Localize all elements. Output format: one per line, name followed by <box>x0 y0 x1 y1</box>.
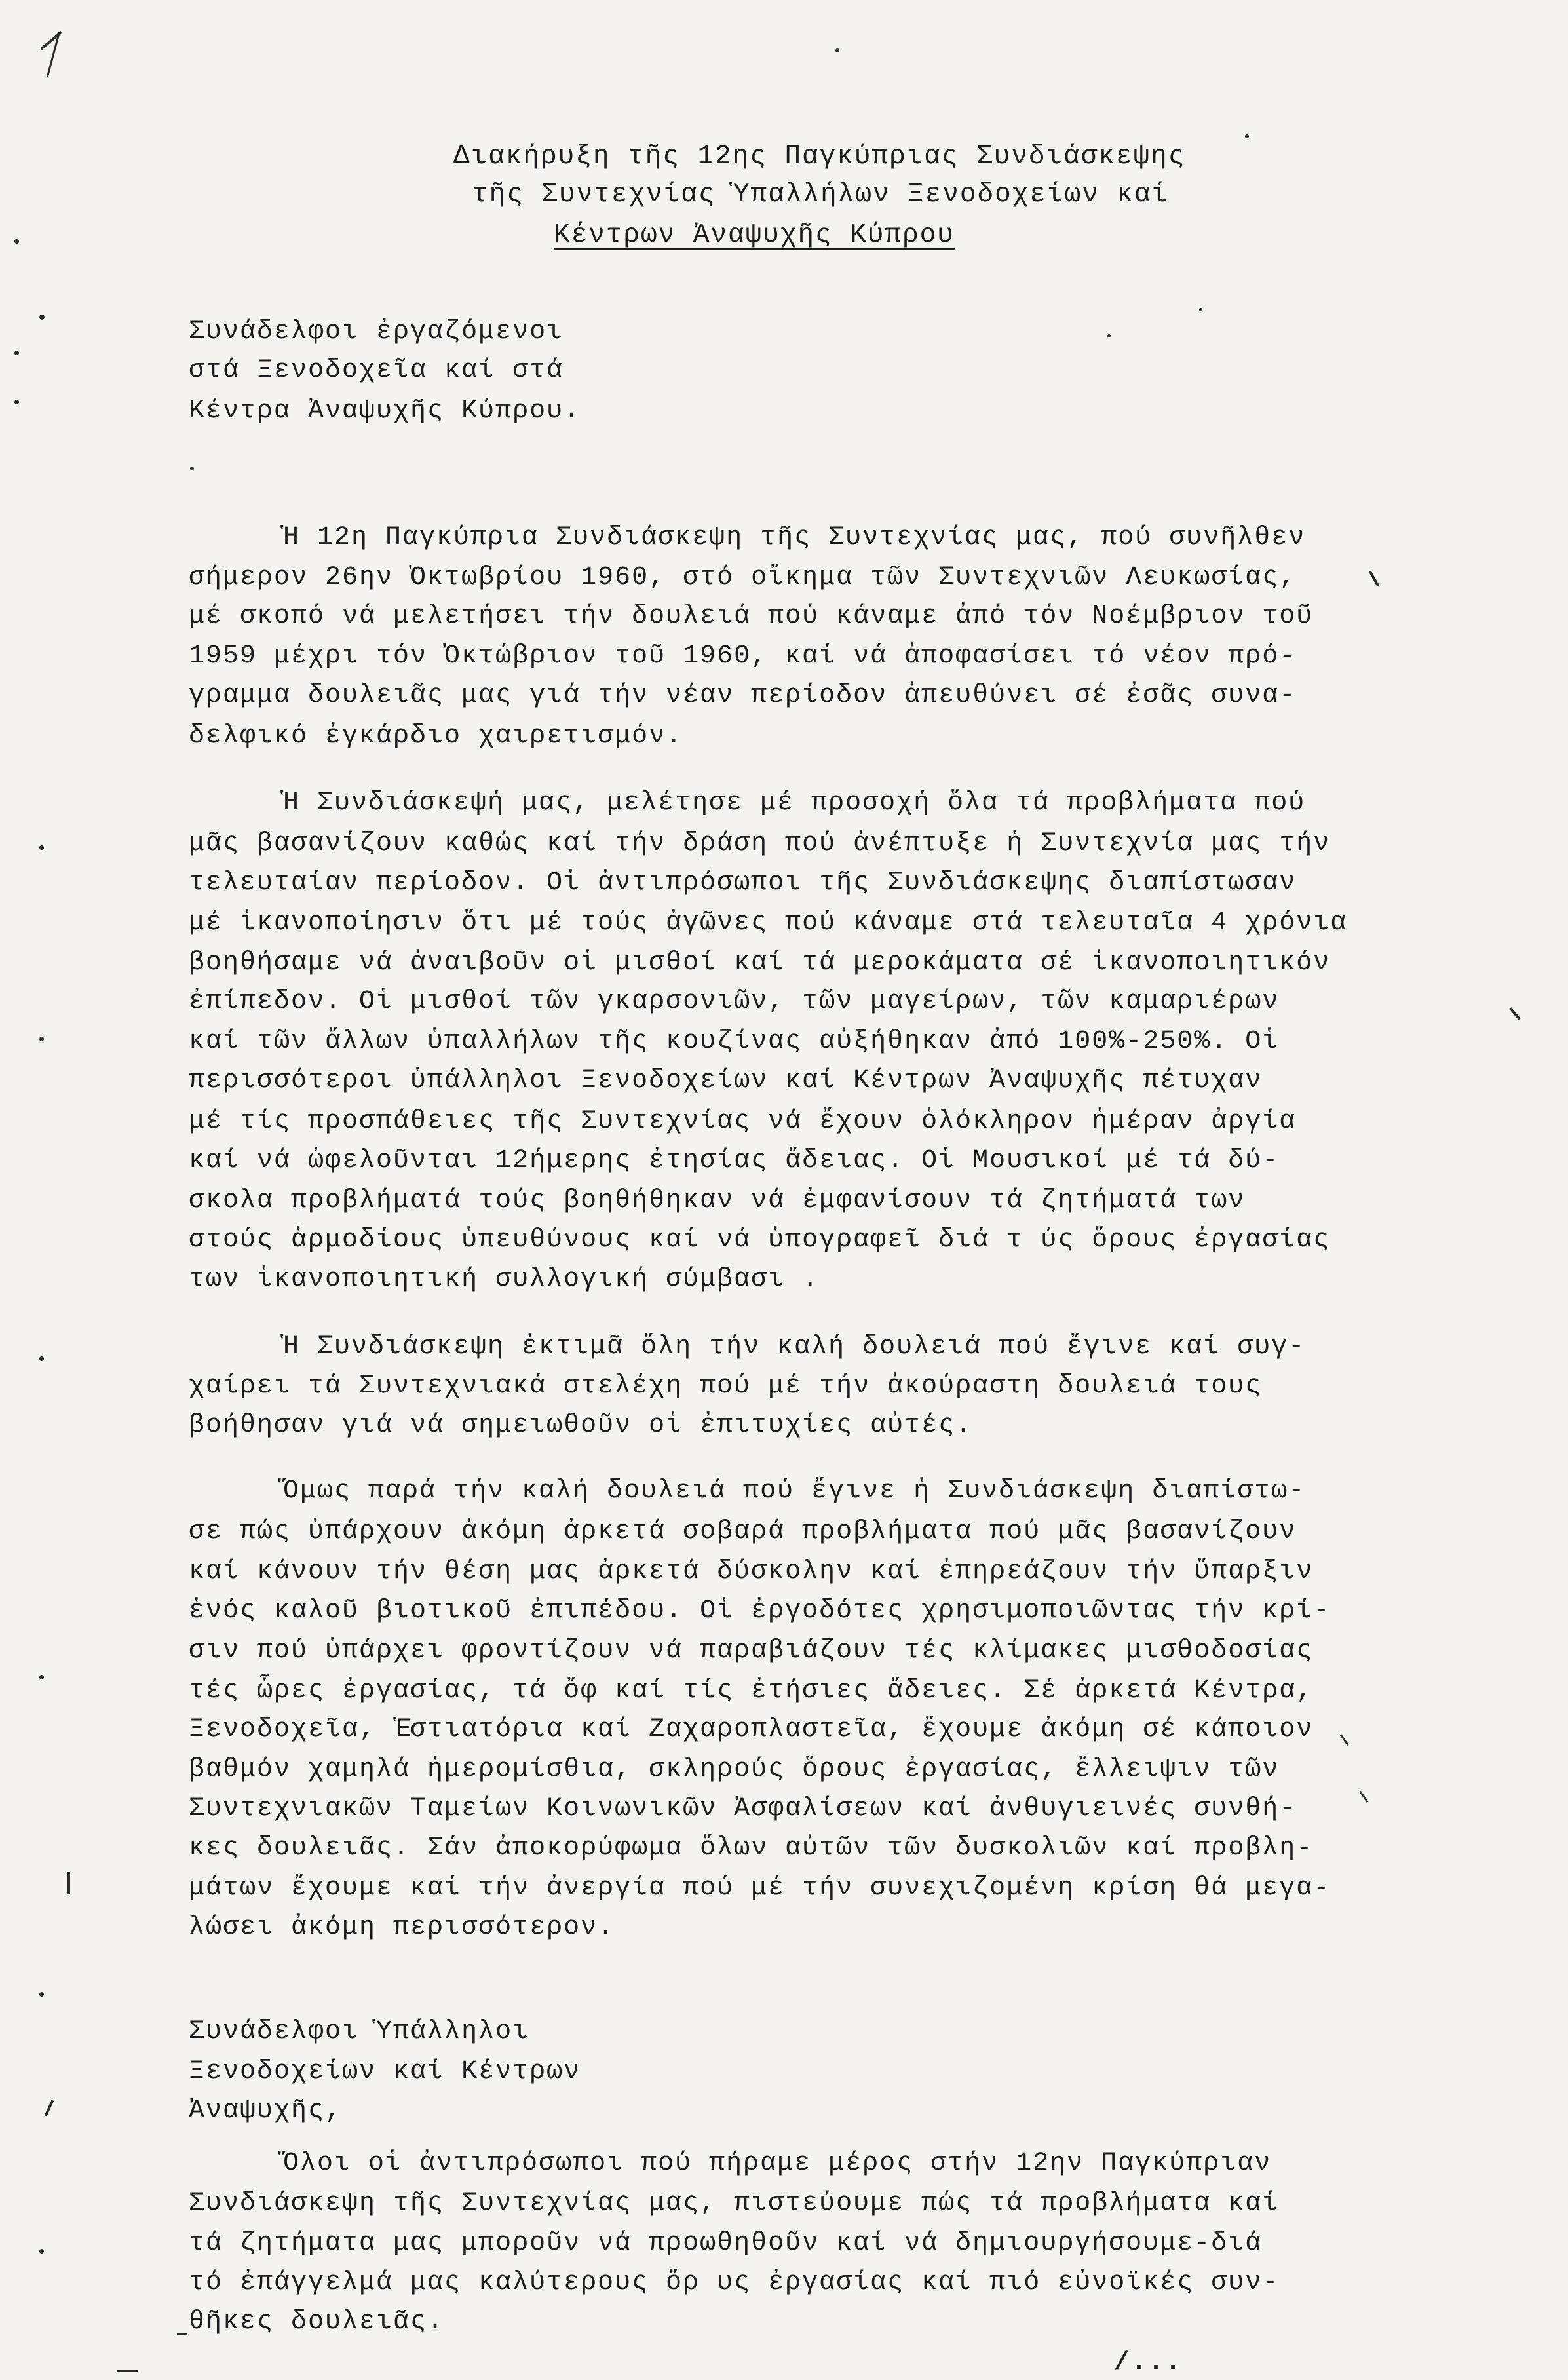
paragraph-3-line: βοήθησαν γιά νά σημειωθοῦν οἱ ἐπιτυχίες αὐτές. <box>189 1411 973 1440</box>
paragraph-1-line: μέ σκοπό νά μελετήσει τήν δουλειά πού κάναμε ἀπό τόν Νοέμβριον τοῦ <box>189 602 1314 631</box>
paragraph-4-line: κες δουλειᾶς. Σάν ἀποκορύφωμα ὅλων αὐτῶν τῶν δυσκολιῶν καί προβλη- <box>189 1833 1314 1863</box>
scan-mark <box>67 1872 70 1894</box>
paragraph-1-line: γραμμα δουλειᾶς μας γιά τήν νέαν περίοδον ἀπευθύνει σέ ἐσᾶς συνα- <box>189 681 1297 710</box>
paragraph-2-line: καί τῶν ἄλλων ὑπαλλήλων τῆς κουζίνας αὐξήθηκαν ἀπό 100%-250%. Οἱ <box>189 1027 1280 1056</box>
scan-mark <box>45 2100 54 2116</box>
scan-mark <box>1509 1007 1520 1020</box>
paragraph-2-line: τελευταίαν περίοδον. Οἱ ἀντιπρόσωποι τῆς Συνδιάσκεψης διαπίστωσαν <box>189 868 1297 898</box>
title-line-3: Κέντρων Ἀναψυχῆς Κύπρου <box>554 220 955 250</box>
paragraph-3-line: χαίρει τά Συντεχνιακά στελέχη πού μέ τήν ἀκούραστη δουλειά τους <box>189 1372 1263 1401</box>
scan-speck <box>39 2249 44 2254</box>
paragraph-2-line: βοηθήσαμε νά ἀναιβοῦν οἱ μισθοί καί τά μεροκάματα σέ ἱκανοποιητικόν <box>189 948 1331 978</box>
paragraph-1-line: 1959 μέχρι τόν Ὀκτώβριον τοῦ 1960, καί νά ἀποφασίσει τό νέον πρό- <box>189 642 1297 671</box>
paragraph-4-line: βαθμόν χαμηλά ἡμερομίσθια, σκληρούς ὅρους ἐργασίας, ἔλλειψιν τῶν <box>189 1755 1280 1784</box>
paragraph-1-line: δελφικό ἐγκάρδιο χαιρετισμόν. <box>189 721 683 751</box>
address-line: Συνάδελφοι Ὑπάλληλοι <box>189 2017 530 2046</box>
continuation-mark: /... <box>1114 2348 1183 2377</box>
paragraph-2-line: στούς ἁρμοδίους ὑπευθύνους καί νά ὑπογραφεῖ διά τ ύς ὅρους ἐργασίας <box>189 1225 1331 1255</box>
paragraph-2-line: καί νά ὠφελοῦνται 12ήμερης ἐτησίας ἄδειας. Οἱ Μουσικοί μέ τά δύ- <box>189 1146 1280 1176</box>
scan-speck <box>1199 308 1202 311</box>
title-line-1: Διακήρυξη τῆς 12ης Παγκύπριας Συνδιάσκεψης <box>453 142 1186 172</box>
scan-speck <box>39 845 44 850</box>
paragraph-5-line: Συνδιάσκεψη τῆς Συντεχνίας μας, πιστεύουμε πώς τά προβλήματα καί <box>189 2189 1280 2218</box>
paragraph-4-line: σιν πού ὑπάρχει φροντίζουν νά παραβιάζουν τές κλίμακες μισθοδοσίας <box>189 1636 1314 1666</box>
paragraph-2-line: ἐπίπεδον. Οἱ μισθοί τῶν γκαρσονιῶν, τῶν μαγείρων, τῶν καμαριέρων <box>189 987 1280 1016</box>
paragraph-2-line: μᾶς βασανίζουν καθώς καί τήν δράση πού ἀνέπτυξε ἡ Συντεχνία μας τήν <box>189 829 1331 858</box>
paragraph-4-line: Συντεχνιακῶν Ταμείων Κοινωνικῶν Ἀσφαλίσεων καί ἀνθυγιεινές συνθή- <box>189 1794 1297 1824</box>
greeting-line-1: Συνάδελφοι ἐργαζόμενοι <box>189 317 564 347</box>
paragraph-4-line: ἑνός καλοῦ βιοτικοῦ ἐπιπέδου. Οἱ ἐργοδότες χρησιμοποιῶντας τήν κρί- <box>189 1596 1331 1626</box>
paragraph-2-line: σκολα προβλήματά τούς βοηθήθηκαν νά ἐμφανίσουν τά ζητήματά των <box>189 1186 1246 1216</box>
paragraph-5-line: θῆκες δουλειᾶς. <box>189 2307 445 2337</box>
scan-speck <box>1245 134 1249 138</box>
paragraph-4-line: καί κάνουν τήν θέση μας ἀρκετά δύσκολην καί ἐπηρεάζουν τήν ὕπαρξιν <box>189 1557 1314 1586</box>
scan-speck <box>39 1992 44 1997</box>
address-line: Ξενοδοχείων καί Κέντρων <box>189 2057 581 2086</box>
paragraph-2-line: Ἡ Συνδιάσκεψή μας, μελέτησε μέ προσοχή ὅλα τά προβλήματα πού <box>283 788 1306 818</box>
paragraph-2-line: μέ τίς προσπάθειες τῆς Συντεχνίας νά ἔχουν ὁλόκληρον ἡμέραν ἀργία <box>189 1107 1297 1136</box>
paragraph-3-line: Ἡ Συνδιάσκεψη ἐκτιμᾶ ὅλη τήν καλή δουλειά πού ἔγινε καί συγ- <box>283 1332 1306 1362</box>
greeting-line-3: Κέντρα Ἀναψυχῆς Κύπρου. <box>189 396 581 426</box>
scan-mark <box>1369 571 1379 587</box>
scan-speck <box>14 351 19 355</box>
paragraph-4-line: Ὅμως παρά τήν καλή δουλειά πού ἔγινε ἡ Συνδιάσκεψη διαπίστω- <box>283 1476 1306 1506</box>
paragraph-4-line: τές ὧρες ἐργασίας, τά ὄφ καί τίς ἐτήσιες ἄδειες. Σέ ἀρκετά Κέντρα, <box>189 1676 1314 1706</box>
scan-speck <box>14 239 19 244</box>
scan-speck <box>14 400 19 404</box>
paragraph-4-line: σε πώς ὑπάρχουν ἀκόμη ἀρκετά σοβαρά προβλήματα πού μᾶς βασανίζουν <box>189 1517 1297 1546</box>
paragraph-2-line: μέ ἱκανοποίησιν ὅτι μέ τούς ἀγῶνες πού κάναμε στά τελευταῖα 4 χρόνια <box>189 908 1348 938</box>
scan-speck <box>39 1675 44 1679</box>
scan-speck <box>39 315 45 320</box>
scan-mark <box>1360 1791 1369 1803</box>
paragraph-4-line: Ξενοδοχεῖα, Ἑστιατόρια καί Ζαχαροπλαστεῖα, ἔχουμε ἀκόμη σέ κάποιον <box>189 1715 1314 1744</box>
scan-speck <box>39 1037 44 1041</box>
paragraph-5-line: τό ἐπάγγελμά μας καλύτερους ὅρ υς ἐργασίας καί πιό εὐνοϊκές συν- <box>189 2268 1280 2297</box>
scan-speck <box>190 467 194 470</box>
scan-mark <box>117 2370 138 2372</box>
greeting-line-2: στά Ξενοδοχεῖα καί στά <box>189 356 564 385</box>
paragraph-2-line: περισσότεροι ὑπάλληλοι Ξενοδοχείων καί Κέντρων Ἀναψυχῆς πέτυχαν <box>189 1066 1263 1096</box>
scan-speck <box>1107 334 1111 337</box>
paragraph-4-line: λώσει ἀκόμη περισσότερον. <box>189 1913 615 1942</box>
address-line: Ἀναψυχῆς, <box>189 2096 343 2126</box>
scan-speck <box>39 1356 44 1361</box>
scan-mark <box>1340 1734 1349 1746</box>
scan-mark <box>177 2333 187 2335</box>
paragraph-1-line: Ἡ 12η Παγκύπρια Συνδιάσκεψη τῆς Συντεχνίας μας, πού συνῆλθεν <box>283 523 1306 552</box>
paragraph-5-line: Ὅλοι οἱ ἀντιπρόσωποι πού πήραμε μέρος στήν 12ην Παγκύπριαν <box>283 2149 1272 2178</box>
paragraph-2-line: των ἱκανοποιητική συλλογική σύμβασι . <box>189 1265 820 1294</box>
paragraph-4-line: μάτων ἔχουμε καί τήν ἀνεργία πού μέ τήν συνεχιζομένη κρίση θά μεγα- <box>189 1873 1331 1903</box>
paragraph-1-line: σήμερον 26ην Ὀκτωβρίου 1960, στό οἴκημα τῶν Συντεχνιῶν Λευκωσίας, <box>189 563 1297 592</box>
scan-speck <box>835 48 839 52</box>
paragraph-5-line: τά ζητήματα μας μποροῦν νά προωθηθοῦν καί νά δημιουργήσουμε-διά <box>189 2229 1263 2258</box>
title-line-2: τῆς Συντεχνίας Ὑπαλλήλων Ξενοδοχείων καί <box>472 180 1170 210</box>
